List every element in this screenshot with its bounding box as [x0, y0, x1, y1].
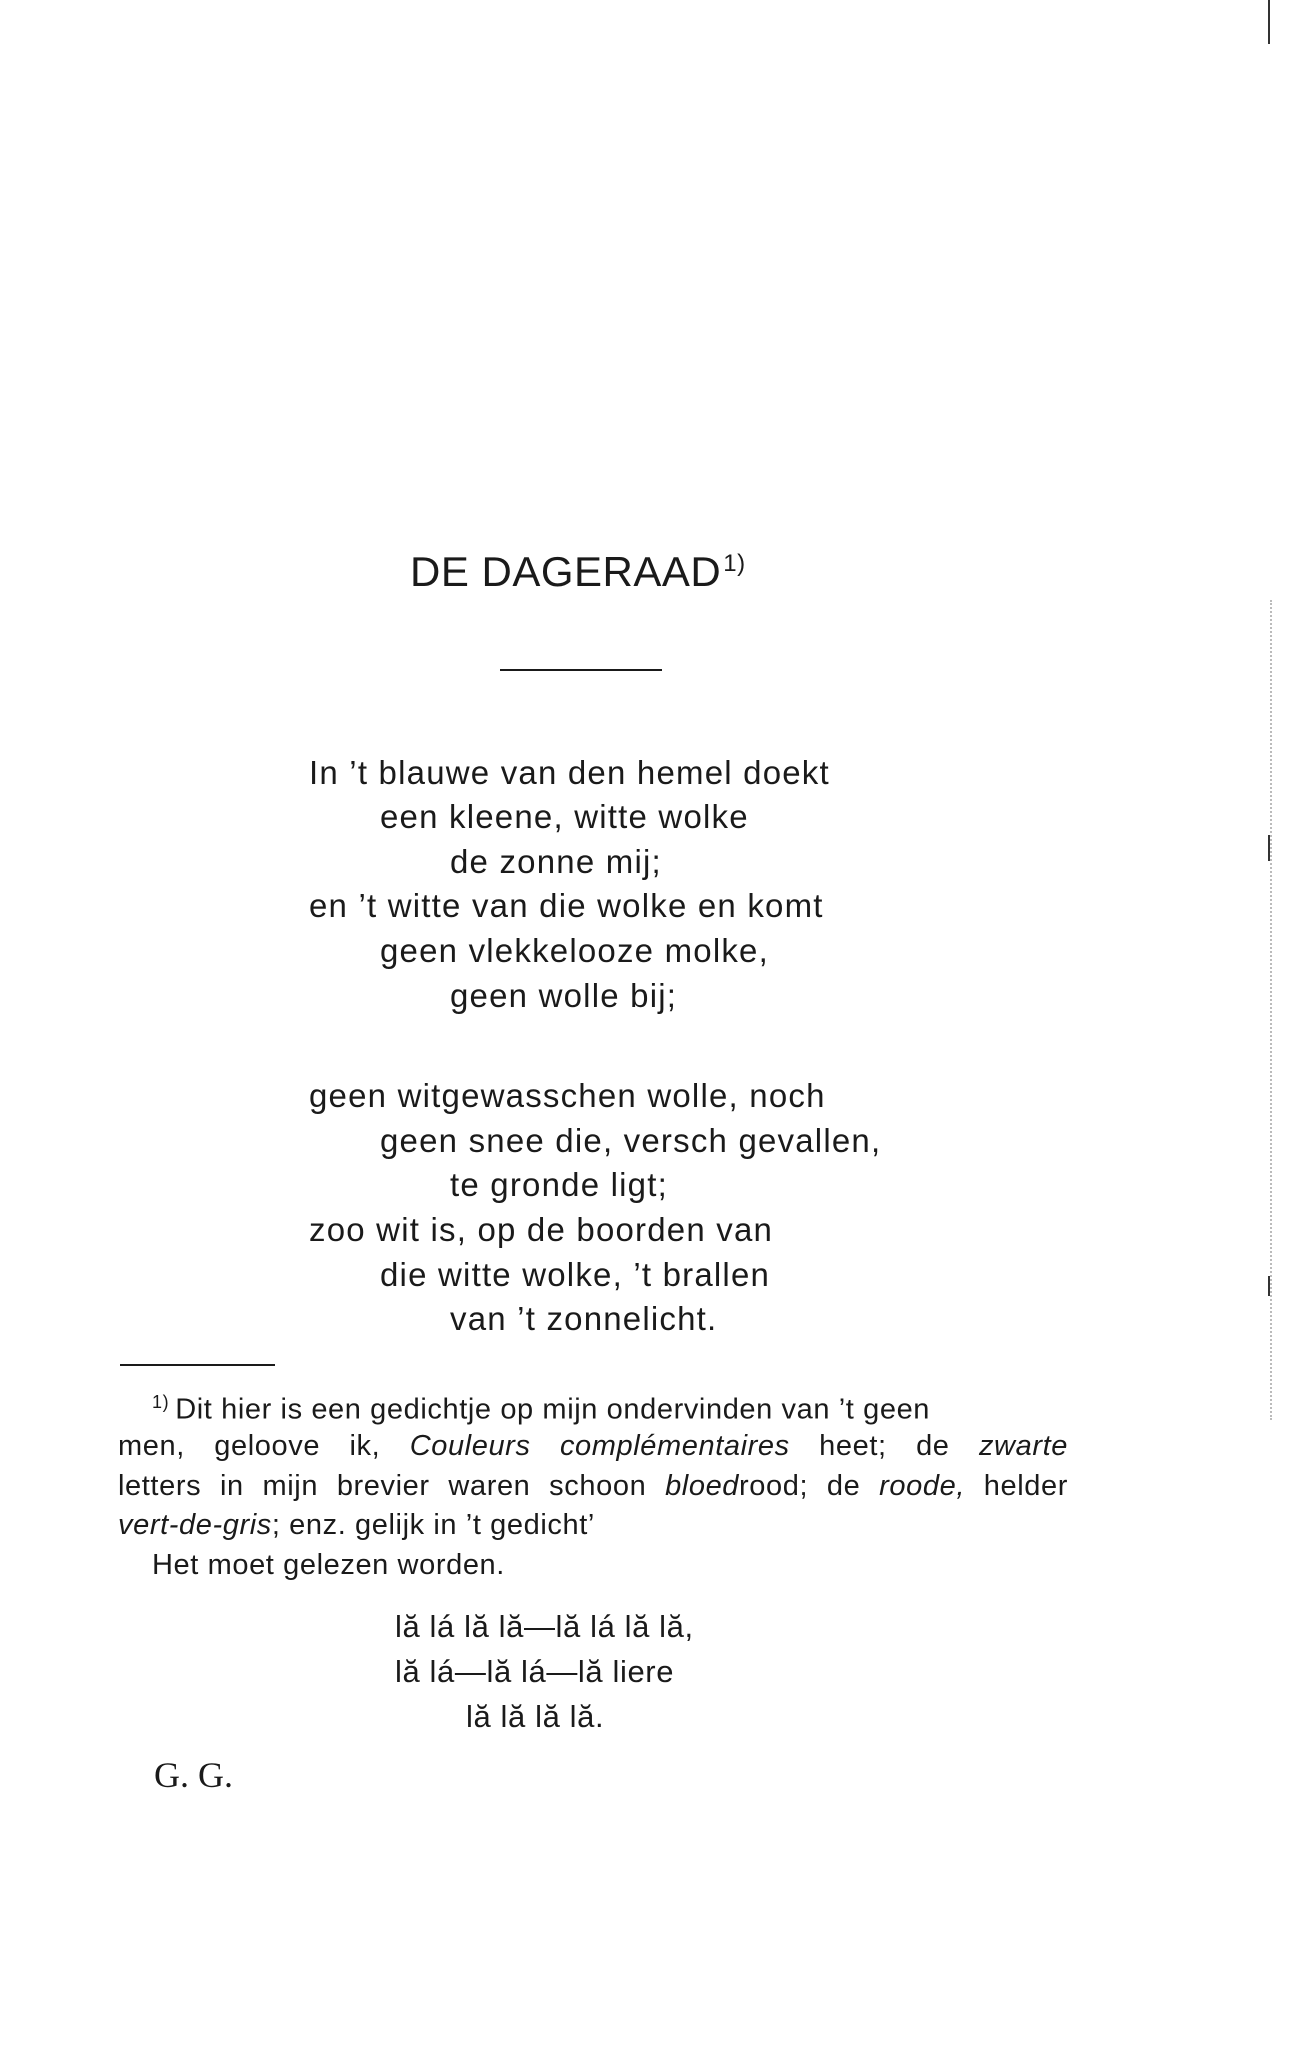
poem-title-text: DE DAGERAAD	[410, 548, 722, 595]
meter-line: lă lă lă lă.	[466, 1699, 605, 1734]
scan-edge-dots	[1270, 600, 1272, 1420]
italic-text: zwarte	[978, 1430, 1068, 1462]
verse-line: van ’t zonnelicht.	[450, 1300, 718, 1337]
footnote-line: Het moet gelezen worden.	[152, 1549, 505, 1581]
footnote-marker: 1)	[152, 1392, 170, 1412]
signature: G. G.	[154, 1755, 233, 1795]
verse-line: zoo wit is, op de boorden van	[309, 1211, 774, 1248]
italic-text: roode,	[879, 1470, 965, 1502]
footnote-line: $^{1)}$ Dit hier is een gedichtje op mijn ondervinden van ’t geen	[152, 1392, 931, 1426]
meter-line: lă lá—lă lá—lă liere	[395, 1654, 675, 1689]
title-footnote-marker: 1)	[723, 550, 746, 577]
verse-line: een kleene, witte wolke	[380, 798, 749, 835]
italic-text: Couleurs complémentaires	[409, 1430, 790, 1462]
poem-title	[410, 548, 746, 596]
scan-edge-mark	[1268, 0, 1270, 44]
verse-line: en ’t witte van die wolke en komt	[309, 887, 824, 924]
footnote-line: men, geloove ik, Couleurs complémentaires heet; de zwarte	[118, 1430, 1068, 1462]
verse-line: geen wolle bij;	[450, 977, 678, 1014]
footnote-rule	[120, 1364, 275, 1366]
title-rule	[500, 669, 662, 671]
footnote-line: vert-de-gris; enz. gelijk in ’t gedicht’	[118, 1509, 595, 1541]
verse-line: die witte wolke, ’t brallen	[380, 1256, 771, 1293]
footnote-line: letters in mijn brevier waren schoon bloedrood; de roode, helder	[118, 1470, 1068, 1502]
italic-text: bloed	[665, 1470, 740, 1502]
verse-line: de zonne mij;	[450, 843, 662, 880]
italic-text: vert-de-gris	[118, 1509, 272, 1541]
meter-line: lă lá lă lă—lă lá lă lă,	[395, 1609, 694, 1644]
verse-line: In ’t blauwe van den hemel doekt	[309, 754, 830, 791]
verse-line: geen witgewasschen wolle, noch	[309, 1077, 826, 1114]
verse-line: geen vlekkelooze molke,	[380, 932, 769, 969]
verse-line: te gronde ligt;	[450, 1166, 668, 1203]
verse-line: geen snee die, versch gevallen,	[380, 1122, 882, 1159]
